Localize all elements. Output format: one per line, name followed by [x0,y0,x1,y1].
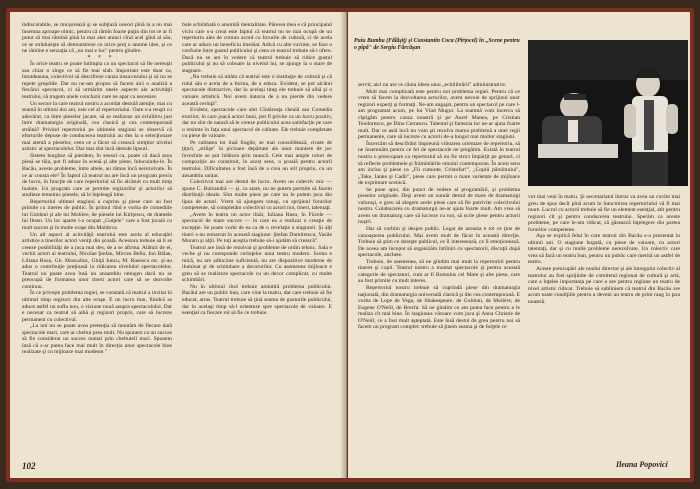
paragraph: Aceste preocupări ale noului director şi ale întregului colectiv al teatrului au fost sprijinite de comitetul regional de cultură şi artă, care a înţeles importanţa pe care o are pentru regiune un teatru de nivel artistic ridicat. Trebuie să subliniem că teatrul din Bacău are acum toate condiţiile pentru a deveni un teatru de prim rang în ţara noastră. [528,266,680,305]
paragraph: Un sector la care teatrul nostru a acordat destulă atenţie, mai cu seamă în ultimii doi ani, este cel al repertoriului. Oare s-a reuşit cu adevărat, ca între pieselor jucate, să se realizeze un echilibru just între dramaturgia originală, cea clasică şi cea contemporană străină? Privind repertoriul pe ultimele stagiuni se observă că eforturile depuse de conducerea teatrului au dus la o selecţionare mai atentă a pieselor, ceea ce a făcut să crească simţitor nivelul artistic al spectacolelor. Dar mai sînt încă destule lipsuri. [22,100,172,153]
paragraph: Aşa se explică felul în care teatrul din Bacău s-a prezentat în ultimii ani. O stagiune bogată, cu piese de valoare, cu actori talentaţi, dar şi cu multe probleme nerezolvate. Un colectiv care vrea să facă un teatru bun, pentru un public care merită un astfel de teatru. [528,233,680,266]
article-author: Ileana Popovici [616,460,668,469]
paragraph: Mult mai complicată este pentru noi problema regiei. Pentru că ce vrem să facem la dezvoltarea actorilor, avem nevoie de sprijinul unor regizori experţi şi formaţi. Ne-am angajat, pentru un spectacol pe care l-am programat acum, pe lui Vlad Mugur. La toamnă vom încerca să cîştigăm pentru cauza noastră şi pe Aurel Manea, pe Cristian Teodorescu, pe Dinu Cernescu. Talentul şi fantezia lor ne-ar ajuta foarte mult. Dar ce astă încă nu vom şti rezolva marea problemă a unei regii permanente, care să lucreze cu actorii de-a lungul mai multor stagiuni. [358,88,520,141]
page-number: 102 [22,461,36,471]
paragraph: bule schimbată o anumită mentalitate. Părerea mea e că principalul viciu care s-a creat este faptul că teatrul nu se mai ocupă de un repertoriu ales de comun acord cu forurile de cultură, ci de acela care ar aduce un beneficiu imediat. Adică cu alte cuvinte, se face o confuzie între gustul publicului şi ceea ce teatrul trebuie să-i ofere. Dacă nu se are în vedere că teatrul trebuie să ridice gustul publicului şi nu să coboare la nivelul lui, se ajunge la o stare de stagnare. [182,22,332,74]
left-column-2 [182,22,332,458]
photo-caption: Puiu Bumbu (Fălăşiţ) şi Constantin Coca (Pîrţocel) în „Scene pentru o pîpă" de Sergiu Fărcăşan [354,38,520,51]
right-page [348,12,690,478]
right-column-1 [358,82,520,458]
paragraph: Teatrul are însă de rezolvat şi probleme de ordin tehnic. Sala e veche şi nu corespunde cerinţelor unui teatru modern. Scena e mică, nu are adîncime suficientă, nu are dispozitive moderne de iluminat şi de schimbare a decorurilor. Cu asemenea mijloace e greu să se realizeze spectacole cu un decor complicat, cu multe schimbări. [182,244,332,284]
paragraph: Sistem burghez să pierdem, în sensul ca, poate că dacă acea piesă se tăia, pot fi aduse în scenă şi alte piese, înlocuindu-le. În Bacău, aceste probleme, între altele, au rămas încă nerezolvate. În ce ar consta ele? În faptul că teatrul nu are încă un program precis de lucru, în funcţie de care repertoriul să fie alcătuit cu mult timp înainte. Un program care ar permite regizorilor şi actorilor să studieze temeinic piesele, să le înţeleagă bine. [22,152,172,199]
paragraph: Evident, spectacole care sînt Cîntăreaţa cheală sau Comedia erorilor, în care joacă actori buni, pot fi privite ca un lucru pozitiv, dar nu sînt de natură să le creeze publicului acea satisfacţie pe care o resimte în faţa unui spectacol de calitate. Ele trebuie completate cu piese de valoare. [182,107,332,140]
right-column-2 [528,194,680,438]
paragraph: Dar să vorbim şi despre public. Legat de aceasta e tot ce ţine de cunoaşterea publicului. Mai avem mult de făcut în această direcţie. Trebuie să ştim ce doreşte publicul, ce îl interesează, ce îl emoţionează. De aceea am început să organizăm întîlniri cu spectatorii, discuţii după spectacole, anchete. [358,226,520,259]
paragraph: servit; aici nu are ce căuta ideea unui „echilibrării" administrative. [358,82,507,88]
paragraph: „Nu trebuie să uităm că teatrul este o instituţie de cultură şi că rolul său e acela de a forma, de a educa. Evident, se pot alcătui spectacole distractive, dar în acelaşi timp ele trebuie să aibă şi o valoare artistică. Noi avem datoria de a nu pierde din vedere această cerinţă". [182,74,332,107]
paragraph: Se pune apoi, din punct de vedere al programării, şi problema pieselor originale. Deşi avem un număr destul de mare de dramaturgi valoroşi, e greu să alegem acele piese care să fie potrivite colectivului nostru. Colaborarea cu dramaturgii ne-ar ajuta foarte mult. Am vrea să avem un dramaturg care să lucreze cu noi, să scrie piese pentru actorii noştri. [358,186,520,226]
stage-photo-image [528,40,688,186]
stage-photo [528,40,688,186]
paragraph: Încercăm să descifrăm împreună viitoarea orientare de repertoriu, să ne însemnăm pentru ce fel de spectacole ne pregătim. Există în teatrul nostru o preocupare ca repertoriul să nu fie strict împărţit pe genuri, ci să reflecte problemele şi frămîntările omului contemporan. În acest sens am inclus şi piese ca „Fii cuminte, Cristofor!", „Copiii pămîntului", „Take, Ianke şi Cadîr", piese care permit o mare varietate de mijloace de exprimare scenică. [358,140,520,187]
paragraph: „La noi nu se poate avea pretenţia să montăm de fiecare dată spectacole mari, care ar cheltui prea mult. Nu spunem ca un succes să fie considerat un succes numai prin cheltuieli mari. Spunem însă că s-ar putea face mai mult în direcţia unor spectacole bine realizate şi cu mijloace mai modeste." [22,323,172,356]
paragraph: Colectivul mai are destul de lucru. Avem un colectiv mic — spune C. Bulcandră — şi, ca atare, nu ne putem permite să facem distribuţii ideale. Sînt multe piese pe care nu le putem juca din lipsa de actori. Vrem să ajungem totuşi, cu sprijinul forurilor competente, să completăm colectivul cu actori noi, tineri, talentaţi. [182,179,332,212]
paragraph: Pe calitatea lor însă fragile, se mai consolidează, cruste de ţiţuri, „stilişe" în picioare depărtate ale unor maniere de joc învechite se pot înlătura prin muncă. Cele mai ample roluri de compoziţie au constituit, în acest sens, o şcoală pentru actorii teatrului. Dificultatea a fost însă de a crea un stil propriu, cu un ansamblu unitar. [182,139,332,179]
paragraph: „Avem în teatru un actor tînăr, Iuliana Rusu, în Fiicele — spectacol de mare succes — în care ea a realizat o creaţie de excepţie. Se poate vorbi de ea ca de o revelaţie a stagiunii. Şi alţi tineri s-au remarcat în această stagiune: Ştefan Dumitrescu, Vasile Muraru şi alţii. Pe toţi aceştia trebuie să-i ajutăm să crească". [182,211,332,245]
paragraph: Repertoriul nostru trebuie să cuprindă piese din dramaturgia naţională, din dramaturgia universală clasică şi din cea contemporană. E vorba de Lope de Vega, de Shakespeare, de Goldoni, de Molière, de Eugene O'Neill, de Brecht. Să ne gîndim ce am putea face pentru a le realiza cît mai bine. În stagiunea viitoare vom juca şi Anna Christie de O'Neill, ce a fost mult aşteptată. Este însă destul de greu pentru noi să facem un program complet: trebuie să ţinem seama şi de forţele ce [358,284,520,331]
left-page [10,12,347,478]
section-divider: * * * [87,54,115,61]
paragraph: Nu în ultimul rînd trebuie amintită problema publicului. Bacăul are un public bun, care vine la teatru, dar care trebuie să fie educat, atras. Teatrul trebuie să ţină seama de gusturile publicului, dar în acelaşi timp să-l orienteze spre spectacole de valoare. E esenţial ca fiecare rol să fie ce trebuie. [182,283,332,317]
left-column-1 [22,22,172,458]
paragraph: Trebuie, de asemenea, să ne gîndim mai mult la repertoriul pentru tineret şi copii. Teatrul nostru a montat spectacole şi pentru această categorie de spectatori, cum ar fi Romulus cel Mare şi alte piese, care au fost primite cu mult interes. [358,258,520,285]
paragraph: În ce priveşte problema regiei, se constată că teatrul a invitat în ultimul timp regizori din alte oraşe. E un lucru bun, fiindcă se aduce astfel un suflu nou, o viziune nouă asupra spectacolului. Dar e necesar ca teatrul să aibă şi regizori proprii, care să lucreze permanent cu colectivul. [22,290,172,323]
paragraph: Un alt aspect al activităţii teatrului este acela al educaţiei artistice a tinerilor actori veniţi din şcoală. Acestora trebuie să li se creeze posibilităţi de a juca mai des, de a se afirma. Alături de ei, vechii actori ai teatrului, Nicolae Ştefan, Mircea Beliu, Ion Bălan, Liliana Rusu, Gh. Moscaliuc, Ghiţă Juncu, M. Rusescu etc. şi-au adus o contribuţie preţioasă la ridicarea nivelului spectacolelor. Teatrul nu poate avea însă un ansamblu omogen dacă nu se preocupă de formarea unor tineri actori care să se dezvolte continuu. [22,231,172,290]
open-book [6,8,694,482]
paragraph: În orice teatru se poate întîmpla ca un spectacol să fie nereuşit sau chiar o sînge ce să fie mai slab. Important este doar ca, întotdeauna, colectivul să descifreze cauza insuccesului şi să nu se repete greşelile. Dar nu ne-am propus să facem aici o analiză a fiecărui spectacol, ci să urmărim unele aspecte ale activităţii teatrului, să tragem unele concluzii care ne apar ca necesare. [22,61,172,101]
paragraph: vor mai veni în teatru. Şi secretariatul literar va avea un cuvînt mai greu de spus decît pînă acum în întocmirea repertoriului vă fi mai mare. Lucrul cu actorii trebuie să fie un element esenţial, atît pentru regizori cît şi pentru conducerea teatrului. Sperăm ca aceste probleme, pe care le-am ridicat, să găsească înţelegere din partea forurilor competente. [528,194,680,233]
paragraph: Repertoriul ultimei stagiuni a cuprins şi piese care au fost primite cu interes de public. În primul rînd e vorba de comediile lui Goldoni şi ale lui Molière, de piesele lui Kiriţescu, de dramele lui Ibsen. Un loc aparte l-a ocupat „Gaiţele" care a fost jucată cu mult succes şi în multe oraşe din Moldova. [22,198,172,231]
paragraph: indiscutabile, se micşorează şi se subţiază uneori pînă la a nu mai însemna aproape nimic, pentru că rămîn foarte puţin din tot ce ar fi putut să mai rămînă pînă la mai ales atunci cînd acel gînd al său, ce se străduieşte să demonstreze cu orice preţ o anume idee, şi ce ne rămîne e senzaţia că „nu mai e loc" pentru gîndire. [22,22,172,55]
